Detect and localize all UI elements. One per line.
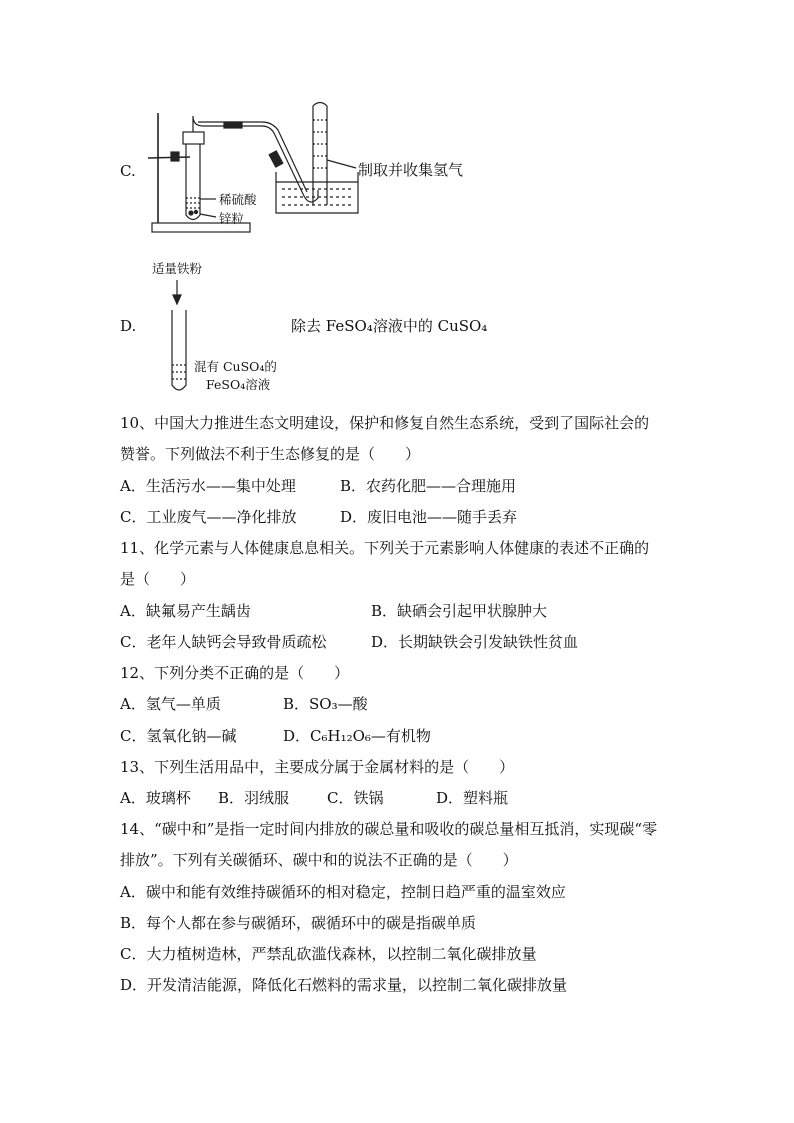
q11-option-c: C．老年人缺钙会导致骨质疏松 — [120, 633, 327, 651]
iron-powder-tube-diagram — [172, 280, 186, 390]
q12-option-d: D．C₆H₁₂O₆—有机物 — [283, 727, 431, 745]
option-d-letter: D. — [120, 317, 137, 335]
q14-option-d: D．开发清洁能源，降低化石燃料的需求量，以控制二氧化碳排放量 — [120, 976, 568, 994]
q12-option-b: B．SO₃—酸 — [283, 695, 368, 713]
q10-stem-line-2: 赞誉。下列做法不利于生态修复的是（ ） — [120, 445, 421, 463]
apparatus-diagrams — [0, 0, 794, 400]
q14-stem-line-2: 排放”。下列有关碳循环、碳中和的说法不正确的是（ ） — [120, 851, 518, 869]
q10-option-c: C．工业废气——净化排放 — [120, 508, 297, 526]
q10-option-b: B．农药化肥——合理施用 — [340, 477, 517, 495]
arrow-label-iron-powder: 适量铁粉 — [152, 261, 203, 276]
option-c-caption: 制取并收集氢气 — [358, 161, 464, 179]
q12-stem: 12、下列分类不正确的是（ ） — [120, 664, 350, 682]
q10-option-a: A．生活污水——集中处理 — [120, 477, 296, 495]
label-zinc-granules: 锌粒 — [219, 211, 245, 226]
hydrogen-apparatus-diagram — [148, 103, 358, 233]
q14-option-c: C．大力植树造林，严禁乱砍滥伐森林，以控制二氧化碳排放量 — [120, 945, 537, 963]
q13-option-d: D．塑料瓶 — [436, 789, 509, 807]
q12-option-a: A．氢气—单质 — [120, 695, 221, 713]
q11-option-d: D．长期缺铁会引发缺铁性贫血 — [371, 633, 579, 651]
q11-stem-line-2: 是（ ） — [120, 570, 196, 588]
q13-option-c: C．铁锅 — [327, 789, 384, 807]
q10-option-d: D．废旧电池——随手丢弃 — [340, 508, 518, 526]
q10-stem-line-1: 10、中国大力推进生态文明建设，保护和修复自然生态系统，受到了国际社会的 — [120, 414, 650, 432]
q11-stem-line-1: 11、化学元素与人体健康息息相关。下列关于元素影响人体健康的表述不正确的 — [120, 539, 650, 557]
tube-label-line-2: FeSO₄溶液 — [206, 377, 271, 392]
q14-stem-line-1: 14、“碳中和”是指一定时间内排放的碳总量和吸收的碳总量相互抵消，实现碳“零 — [120, 820, 658, 838]
tube-label-line-1: 混有 CuSO₄的 — [194, 359, 277, 374]
option-d-caption: 除去 FeSO₄溶液中的 CuSO₄ — [291, 317, 488, 335]
q11-option-b: B．缺硒会引起甲状腺肿大 — [371, 602, 548, 620]
option-c-letter: C. — [120, 162, 136, 180]
q11-option-a: A．缺氟易产生龋齿 — [120, 602, 251, 620]
q13-option-a: A．玻璃杯 — [120, 789, 191, 807]
q13-stem: 13、下列生活用品中，主要成分属于金属材料的是（ ） — [120, 758, 515, 776]
q13-option-b: B．羽绒服 — [218, 789, 290, 807]
label-dilute-sulfuric-acid: 稀硫酸 — [219, 192, 257, 207]
q12-option-c: C．氢氧化钠—碱 — [120, 727, 237, 745]
q14-option-a: A．碳中和能有效维持碳循环的相对稳定，控制日趋严重的温室效应 — [120, 883, 566, 901]
q14-option-b: B．每个人都在参与碳循环，碳循环中的碳是指碳单质 — [120, 914, 477, 932]
